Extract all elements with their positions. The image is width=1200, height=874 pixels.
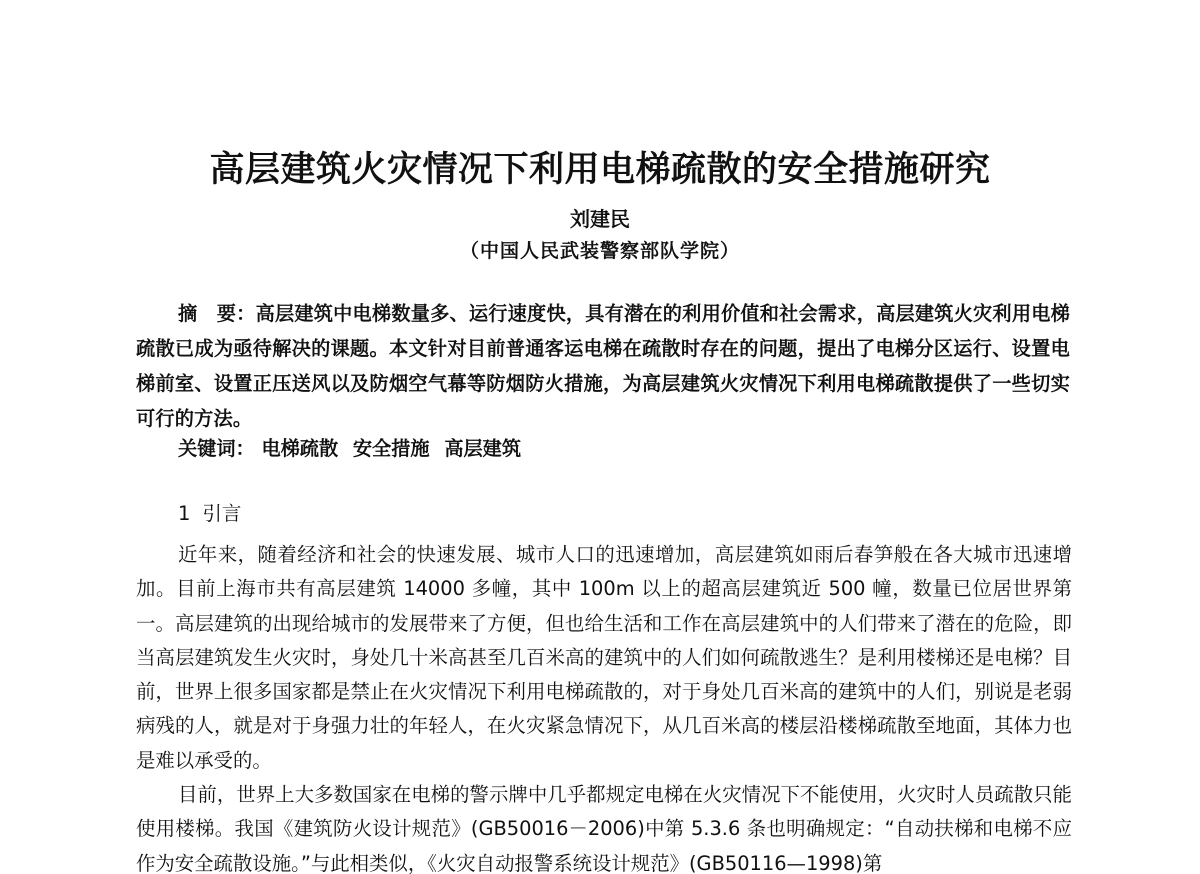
keyword: 高层建筑 — [444, 437, 522, 460]
keywords — [178, 436, 529, 462]
abstract — [136, 296, 1070, 436]
body-paragraph: 近年来，随着经济和社会的快速发展、城市人口的迅速增加，高层建筑如雨后春笋般在各大城市迅速增加。目前上海市共有高层建筑 14000 多幢，其中 100m 以上的超高层建筑近 500 幢，数量已位居世界第一。高层建筑的出现给城市的发展带来了方便，但也给生活和工作在高层建筑中的人们带来了潜在的危险，即当高层建筑发生火灾时，身处几十米高甚至几百米高的建筑中的人们如何疏散逃生？是利用楼梯还是电梯？目前，世界上很多国家都是禁止在火灾情况下利用电梯疏散的，对于身处几百米高的建筑中的人们，别说是老弱病残的人，就是对于身强力壮的年轻人，在火灾紧急情况下，从几百米高的楼层沿楼梯疏散至地面，其体力也是难以承受的。 — [136, 543, 1072, 772]
abstract-label: 摘 要： — [178, 302, 256, 325]
paper-title: 高层建筑火灾情况下利用电梯疏散的安全措施研究 — [209, 150, 991, 190]
keywords-label: 关键词： — [178, 437, 255, 460]
keyword: 安全措施 — [352, 437, 430, 460]
section-title: 引言 — [202, 502, 242, 525]
section-heading — [178, 501, 241, 527]
section-number: 1 — [178, 502, 191, 525]
keyword: 电梯疏散 — [261, 437, 339, 460]
body-paragraph: 目前，世界上大多数国家在电梯的警示牌中几乎都规定电梯在火灾情况下不能使用，火灾时人员疏散只能使用楼梯。我国《建筑防火设计规范》(GB50016－2006)中第 5.3.6 条也明确规定：“自动扶梯和电梯不应作为安全疏散设施。”与此相类似，《火灾自动报警系统设计规范》(GB50116—1998)第 — [136, 783, 1072, 874]
author-affiliation: （中国人民武装警察部队学院） — [459, 240, 740, 262]
section-body — [136, 538, 1072, 874]
abstract-text: 高层建筑中电梯数量多、运行速度快，具有潜在的利用价值和社会需求，高层建筑火灾利用电梯疏散已成为亟待解决的课题。本文针对目前普通客运电梯在疏散时存在的问题，提出了电梯分区运行、设置电梯前室、设置正压送风以及防烟空气幕等防烟防火措施，为高层建筑火灾情况下利用电梯疏散提供了一些切实可行的方法。 — [136, 302, 1070, 430]
author-name: 刘建民 — [570, 207, 630, 231]
